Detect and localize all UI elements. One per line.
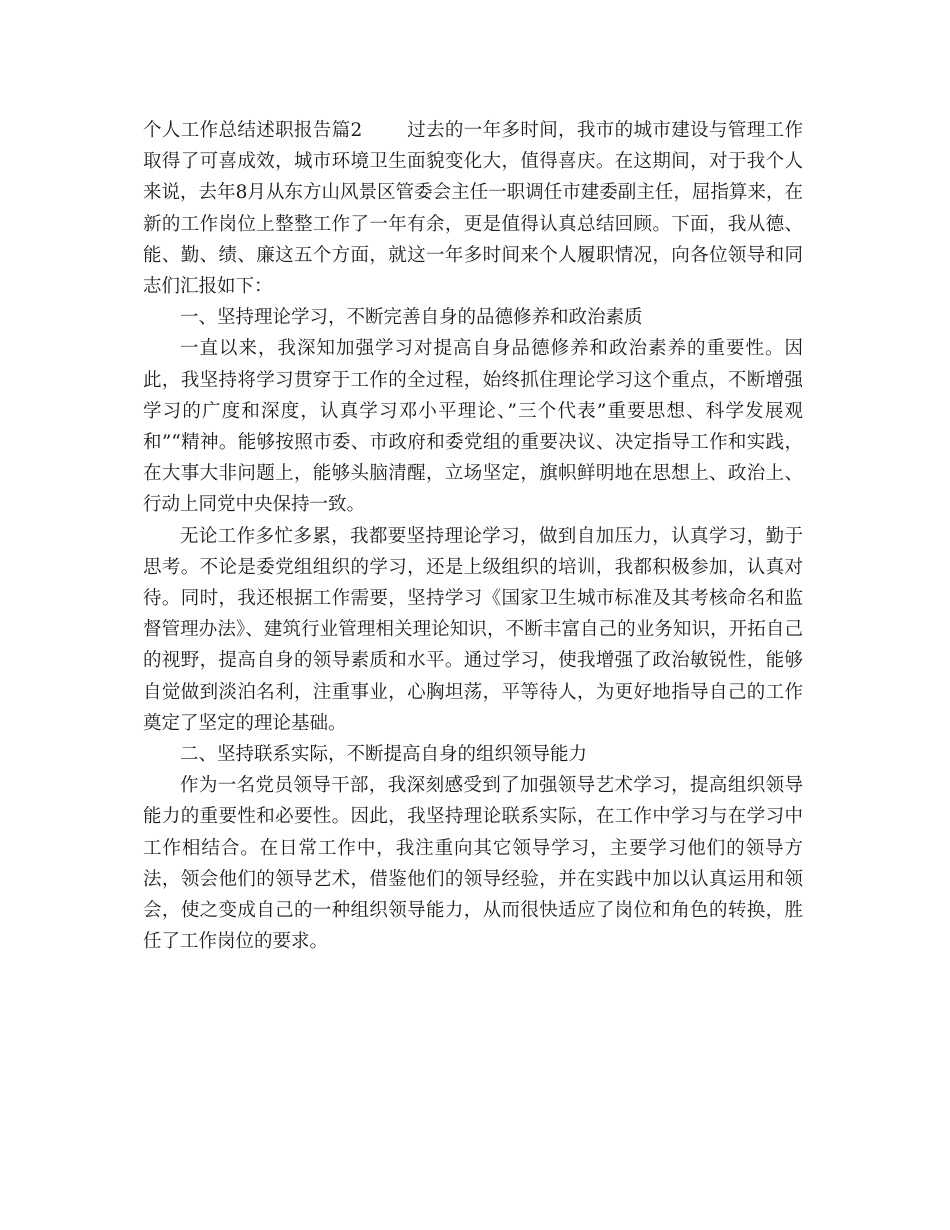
section1-paragraph-1: 一直以来，我深知加强学习对提高自身品德修养和政治素养的重要性。因此，我坚持将学习贯穿于工作的全过程，始终抓住理论学习这个重点，不断增强学习的广度和深度，认真学习邓小平理论、”三个代表”重要思想、科学发展观和”“精神。能够按照市委、市政府和委党组的重要决议、决定指导工作和实践，在大事大非问题上，能够头脑清醒，立场坚定，旗帜鲜明地在思想上、政治上、行动上同党中央保持一致。 <box>143 338 803 516</box>
section1-paragraph-2: 无论工作多忙多累，我都要坚持理论学习，做到自加压力，认真学习，勤于思考。不论是委党组组织的学习，还是上级组织的培训，我都积极参加，认真对待。同时，我还根据工作需要，坚持学习《国家卫生城市标准及其考核命名和监督管理办法》、建筑行业管理相关理论知识，不断丰富自己的业务知识，开拓自己的视野，提高自身的领导素质和水平。通过学习，使我增强了政治敏锐性，能够自觉做到淡泊名利，注重事业，心胸坦荡，平等待人，为更好地指导自己的工作奠定了坚定的理论基础。 <box>143 525 803 734</box>
section1-heading: 一、坚持理论学习，不断完善自身的品德修养和政治素质 <box>180 307 643 329</box>
document-body <box>143 115 803 957</box>
intro-paragraph <box>143 115 803 302</box>
intro-text: 过去的一年多时间，我市的城市建设与管理工作取得了可喜成效，城市环境卫生面貌变化大，值得喜庆。在这期间，对于我个人来说，去年8月从东方山风景区管委会主任一职调任市建委副主任，屈指算来，在新的工作岗位上整整工作了一年有余，更是值得认真总结回顾。下面，我从德、能、勤、绩、廉这五个方面，就这一年多时间来个人履职情况，向各位领导和同志们汇报如下： <box>143 120 803 298</box>
document-title: 个人工作总结述职报告篇2 <box>143 120 363 141</box>
section2-paragraph-1: 作为一名党员领导干部，我深刻感受到了加强领导艺术学习，提高组织领导能力的重要性和必要性。因此，我坚持理论联系实际，在工作中学习与在学习中工作相结合。在日常工作中，我注重向其它领导学习，主要学习他们的领导方法，领会他们的领导艺术，借鉴他们的领导经验，并在实践中加以认真运用和领会，使之变成自己的一种组织领导能力，从而很快适应了岗位和角色的转换，胜任了工作岗位的要求。 <box>143 775 803 953</box>
section2-heading: 二、坚持联系实际，不断提高自身的组织领导能力 <box>180 744 588 766</box>
